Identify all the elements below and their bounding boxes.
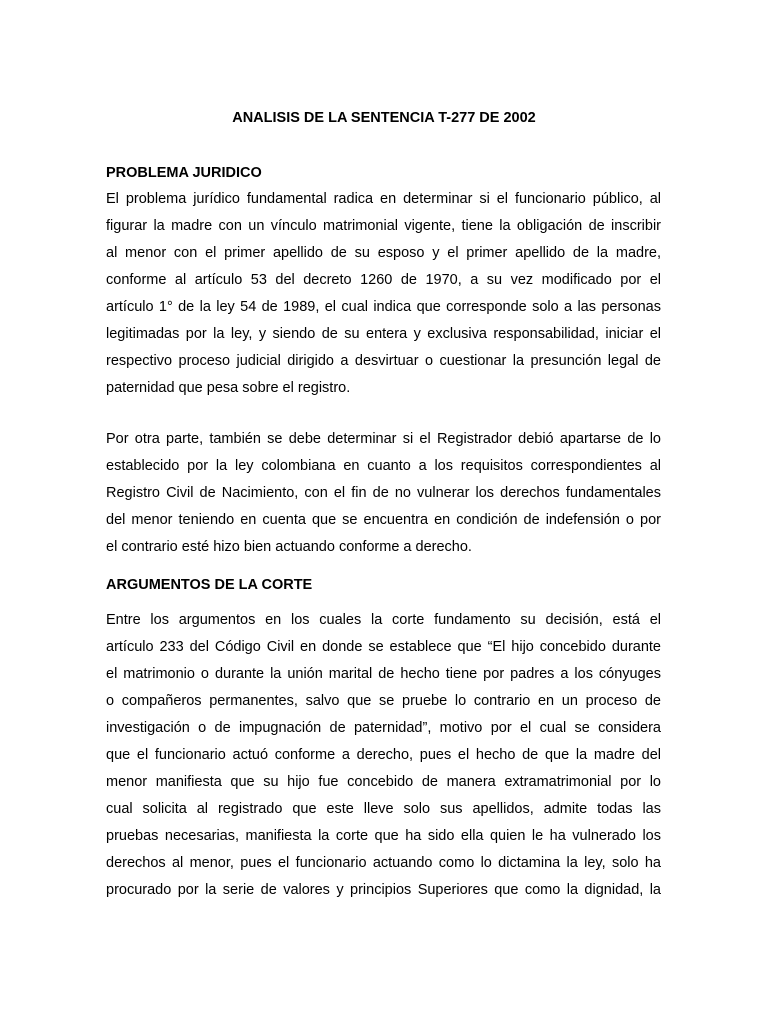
text-line: el contrario esté hizo bien actuando conforme a derecho. — [106, 539, 472, 555]
text-line: figurar la madre con un vínculo matrimonial vigente, tiene la obligación de inscribir — [106, 218, 661, 234]
text-line: el matrimonio o durante la unión marital de hecho tiene por padres a los cónyuges — [106, 666, 661, 682]
paragraph-por-otra-parte — [106, 426, 661, 561]
text-line: que el funcionario actuó conforme a derecho, pues el hecho de que la madre del — [106, 747, 661, 763]
text-line: Por otra parte, también se debe determinar si el Registrador debió apartarse de lo — [106, 431, 661, 447]
document-title: ANALISIS DE LA SENTENCIA T-277 DE 2002 — [232, 110, 536, 126]
text-line: paternidad que pesa sobre el registro. — [106, 380, 351, 396]
text-line: Registro Civil de Nacimiento, con el fin de no vulnerar los derechos fundamentales — [106, 485, 661, 501]
text-line: derechos al menor, pues el funcionario actuando como lo dictamina la ley, solo ha — [106, 855, 661, 871]
text-line: procurado por la serie de valores y principios Superiores que como la dignidad, la — [106, 882, 661, 898]
text-line: El problema jurídico fundamental radica en determinar si el funcionario público, al — [106, 191, 661, 207]
section-heading-problema-juridico: PROBLEMA JURIDICO — [106, 165, 262, 181]
text-line: artículo 233 del Código Civil en donde se establece que “El hijo concebido durante — [106, 639, 661, 655]
text-line: establecido por la ley colombiana en cuanto a los requisitos correspondientes al — [106, 458, 661, 474]
text-line: pruebas necesarias, manifiesta la corte que ha sido ella quien le ha vulnerado los — [106, 828, 661, 844]
paragraph-argumentos — [106, 607, 661, 904]
text-line: legitimadas por la ley, y siendo de su entera y exclusiva responsabilidad, iniciar el — [106, 326, 661, 342]
text-line: Entre los argumentos en los cuales la corte fundamento su decisión, está el — [106, 612, 661, 628]
text-line: del menor teniendo en cuenta que se encuentra en condición de indefensión o por — [106, 512, 661, 528]
text-line: respectivo proceso judicial dirigido a desvirtuar o cuestionar la presunción legal de — [106, 353, 661, 369]
text-line: conforme al artículo 53 del decreto 1260 de 1970, a su vez modificado por el — [106, 272, 661, 288]
text-line: cual solicita al registrado que este lleve solo sus apellidos, admite todas las — [106, 801, 661, 817]
section-heading-argumentos-de-la-corte: ARGUMENTOS DE LA CORTE — [106, 577, 313, 593]
text-line: o compañeros permanentes, salvo que se pruebe lo contrario en un proceso de — [106, 693, 661, 709]
text-line: menor manifiesta que su hijo fue concebido de manera extramatrimonial por lo — [106, 774, 661, 790]
text-line: investigación o de impugnación de paternidad”, motivo por el cual se considera — [106, 720, 661, 736]
paragraph-problema-juridico — [106, 186, 661, 402]
text-line: artículo 1° de la ley 54 de 1989, el cual indica que corresponde solo a las personas — [106, 299, 661, 315]
text-line: al menor con el primer apellido de su esposo y el primer apellido de la madre, — [106, 245, 661, 261]
